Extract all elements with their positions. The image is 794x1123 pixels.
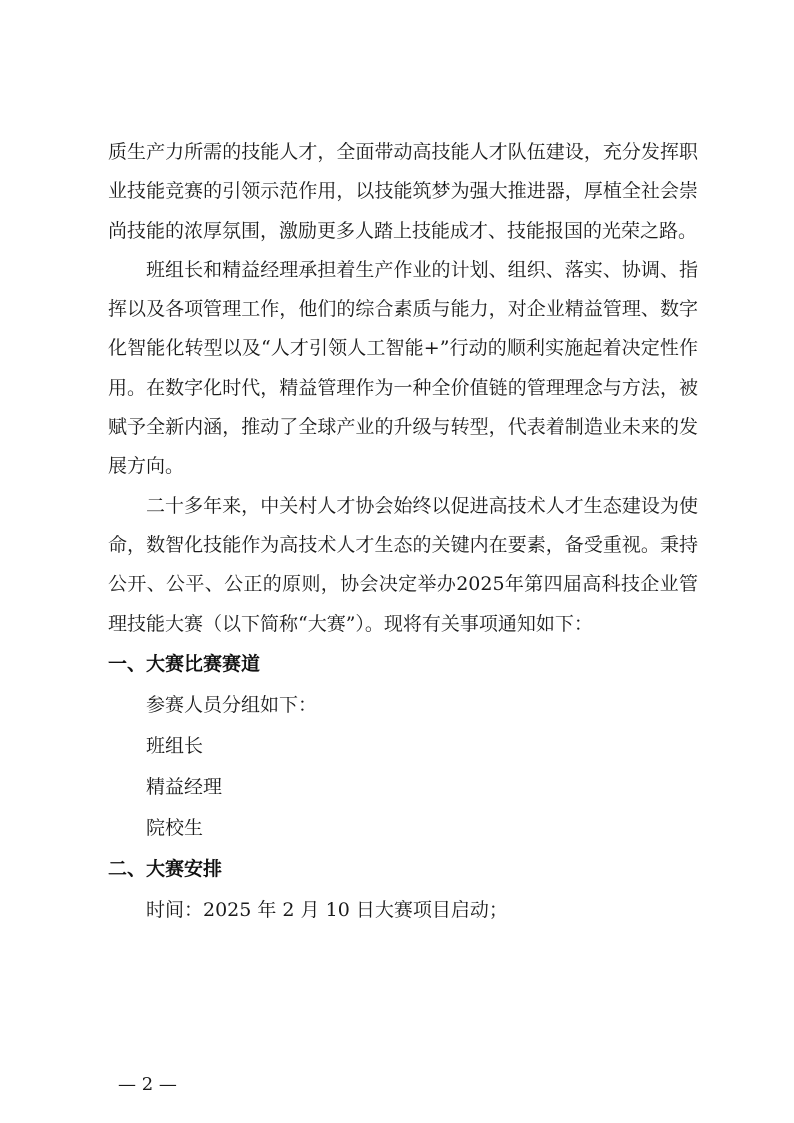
schedule-time: 时间：2025 年 2 月 10 日大赛项目启动； [146,898,508,921]
section-heading-tracks: 一、大赛比赛赛道 [108,652,261,675]
page-number: — 2 — [118,1074,177,1095]
section-heading-schedule: 二、大赛安排 [108,857,223,880]
groups-intro: 参赛人员分组如下： [146,693,318,716]
group-item-team-leader: 班组长 [146,734,204,757]
document-body [108,133,698,931]
group-item-college-student: 院校生 [146,816,204,839]
paragraph-association: 二十多年来，中关村人才协会始终以促进高技术人才生态建设为使命，数智化技能作为高技术人才生态的关键内在要素，备受重视。秉持公开、公平、公正的原则，协会决定举办2025年第四届高科技企业管理技能大赛（以下简称“大赛”）。现将有关事项通知如下： [108,494,698,635]
paragraph-continuation: 质生产力所需的技能人才，全面带动高技能人才队伍建设，充分发挥职业技能竞赛的引领示范作用，以技能筑梦为强大推进器，厚植全社会崇尚技能的浓厚氛围，激励更多人踏上技能成才、技能报国的光荣之路。 [108,141,698,242]
paragraph-team-leaders: 班组长和精益经理承担着生产作业的计划、组织、落实、协调、指挥以及各项管理工作，他们的综合素质与能力，对企业精益管理、数字化智能化转型以及“人才引领人工智能+”行动的顺利实施起着决定性作用。在数字化时代，精益管理作为一种全价值链的管理理念与方法，被赋予全新内涵，推动了全球产业的升级与转型，代表着制造业未来的发展方向。 [108,258,698,478]
group-item-lean-manager: 精益经理 [146,775,223,798]
